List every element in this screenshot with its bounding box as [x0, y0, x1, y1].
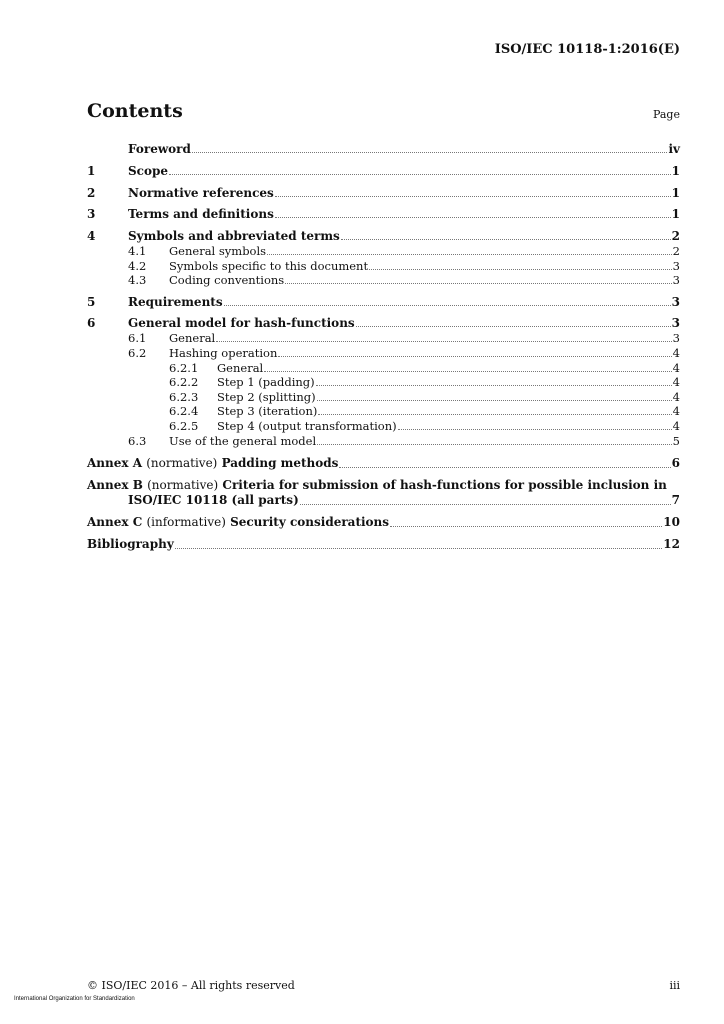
- toc-entry-title: Use of the general model: [169, 434, 317, 448]
- leader-dots: [300, 504, 671, 505]
- page-column-label: Page: [652, 108, 680, 121]
- toc-entry-title: Step 2 (splitting): [217, 390, 316, 404]
- toc-entry-title: Scope: [128, 164, 169, 178]
- leader-dots: [192, 152, 668, 153]
- annex-kind: (informative): [146, 515, 226, 529]
- toc-entry-page: 3: [672, 331, 680, 345]
- toc-entry-page: 3: [671, 316, 680, 330]
- toc-entry-page: 2: [671, 229, 680, 243]
- annex-prefix: Annex C: [87, 515, 143, 529]
- toc-entry-page: 4: [672, 419, 680, 433]
- toc-entry-number: 5: [87, 295, 96, 309]
- toc-entry[interactable]: [87, 295, 680, 309]
- leader-dots: [390, 526, 662, 527]
- toc-entry-title: Step 1 (padding): [217, 375, 315, 389]
- toc-entry-page: 1: [671, 186, 680, 200]
- toc-entry[interactable]: [87, 186, 680, 200]
- toc-entry-title: General: [217, 361, 264, 375]
- leader-dots: [278, 356, 671, 357]
- annex-title: Security considerations: [230, 515, 390, 529]
- toc-entry-title: General: [169, 331, 216, 345]
- toc-entry[interactable]: [87, 346, 680, 360]
- toc-entry-annex-b[interactable]: [87, 478, 680, 508]
- toc-entry-page: 3: [672, 259, 680, 273]
- toc-entry-number: 6.2: [128, 346, 147, 360]
- toc-entry-page: 6: [671, 456, 680, 470]
- toc-entry-number: 6.2.3: [169, 390, 199, 404]
- toc-entry-title: Foreword: [128, 142, 191, 156]
- footer-page-number: iii: [669, 979, 680, 992]
- annex-title-continued: ISO/IEC 10118 (all parts): [128, 493, 299, 507]
- toc-entry-number: 6.2.1: [169, 361, 199, 375]
- toc-entry-page: 4: [672, 390, 680, 404]
- toc-entry-number: 1: [87, 164, 96, 178]
- toc-entry-number: 4.3: [128, 273, 147, 287]
- leader-dots: [267, 254, 672, 255]
- toc-entry-number: 6.2.5: [169, 419, 199, 433]
- toc-entry-page: 1: [671, 164, 680, 178]
- toc-entry-page: 4: [672, 361, 680, 375]
- leader-dots: [369, 269, 672, 270]
- leader-dots: [341, 239, 671, 240]
- toc-entry-page: 3: [671, 295, 680, 309]
- toc-entry[interactable]: [87, 259, 680, 273]
- toc-entry[interactable]: [87, 207, 680, 221]
- leader-dots: [398, 429, 672, 430]
- leader-dots: [356, 326, 671, 327]
- bibliography-title: Bibliography: [87, 537, 174, 551]
- leader-dots: [317, 444, 672, 445]
- toc-entry[interactable]: [87, 244, 680, 258]
- toc-entry[interactable]: [87, 419, 680, 433]
- toc-entry-title: Symbols and abbreviated terms: [128, 229, 340, 243]
- leader-dots: [169, 174, 671, 175]
- annex-kind: (normative): [147, 478, 219, 492]
- toc-entry[interactable]: [87, 273, 680, 287]
- toc-entry-title: Coding conventions: [169, 273, 285, 287]
- toc-entry-title: Step 4 (output transformation): [217, 419, 397, 433]
- toc-entry-title: General symbols: [169, 244, 267, 258]
- toc-entry-number: 4.2: [128, 259, 147, 273]
- leader-dots: [285, 283, 671, 284]
- toc-entry-page: iv: [668, 142, 680, 156]
- footer-organization: International Organization for Standardization: [14, 996, 135, 1002]
- toc-entry-page: 5: [672, 434, 680, 448]
- toc-entry-title: Requirements: [128, 295, 223, 309]
- leader-dots: [275, 196, 671, 197]
- leader-dots: [264, 371, 671, 372]
- toc-entry-page: 2: [672, 244, 680, 258]
- toc-entry-number: 6.2.4: [169, 404, 199, 418]
- toc-entry[interactable]: [87, 361, 680, 375]
- toc-entry-title: Normative references: [128, 186, 274, 200]
- annex-title: Criteria for submission of hash-functions for possible inclusion in: [222, 478, 667, 492]
- toc-entry[interactable]: [87, 316, 680, 330]
- leader-dots: [316, 385, 672, 386]
- toc-entry[interactable]: [87, 142, 680, 156]
- toc-entry-number: 2: [87, 186, 96, 200]
- toc-entry-title: Hashing operation: [169, 346, 278, 360]
- toc-entry[interactable]: [87, 375, 680, 389]
- toc-entry-page: 7: [671, 493, 680, 507]
- toc-entry[interactable]: [87, 390, 680, 404]
- toc-entry-number: 6: [87, 316, 96, 330]
- toc-entry-page: 1: [671, 207, 680, 221]
- toc-entry-page: 4: [672, 375, 680, 389]
- leader-dots: [224, 305, 671, 306]
- footer-copyright: © ISO/IEC 2016 – All rights reserved: [87, 979, 295, 992]
- toc-entry-number: 4.1: [128, 244, 147, 258]
- annex-prefix: Annex B: [87, 478, 143, 492]
- contents-title: Contents: [87, 100, 183, 122]
- toc-entry-title: Symbols specific to this document: [169, 259, 369, 273]
- annex-prefix: Annex A: [87, 456, 143, 470]
- toc-entry[interactable]: [87, 331, 680, 345]
- toc-entry-number: 6.3: [128, 434, 147, 448]
- annex-section: [87, 456, 680, 559]
- leader-dots: [216, 341, 671, 342]
- toc-entry[interactable]: [87, 229, 680, 243]
- toc-entry[interactable]: [87, 164, 680, 178]
- leader-dots: [275, 217, 671, 218]
- toc-entry-page: 10: [663, 515, 680, 529]
- toc-entry-number: 3: [87, 207, 96, 221]
- annex-title: Padding methods: [221, 456, 339, 470]
- leader-dots: [317, 400, 672, 401]
- toc-entry[interactable]: [87, 434, 680, 448]
- leader-dots: [175, 548, 663, 549]
- toc-entry-number: 6.2.2: [169, 375, 199, 389]
- toc-entry-annex-c[interactable]: [87, 515, 680, 530]
- toc-entry[interactable]: [87, 404, 680, 418]
- toc-entry-page: 4: [672, 346, 680, 360]
- annex-kind: (normative): [146, 456, 218, 470]
- toc-entry-title: Terms and definitions: [128, 207, 274, 221]
- toc-entry-annex-a[interactable]: [87, 456, 680, 471]
- toc-entry-number: 4: [87, 229, 96, 243]
- toc-entry-title: General model for hash-functions: [128, 316, 355, 330]
- toc-entry-bibliography[interactable]: [87, 537, 680, 552]
- toc-entry-page: 4: [672, 404, 680, 418]
- toc-entry-number: 6.1: [128, 331, 147, 345]
- document-id-header: ISO/IEC 10118-1:2016(E): [494, 42, 680, 57]
- leader-dots: [339, 467, 670, 468]
- toc-entry-title: Step 3 (iteration): [217, 404, 318, 418]
- toc-entry-page: 12: [663, 537, 680, 551]
- toc-entry-page: 3: [672, 273, 680, 287]
- leader-dots: [318, 414, 671, 415]
